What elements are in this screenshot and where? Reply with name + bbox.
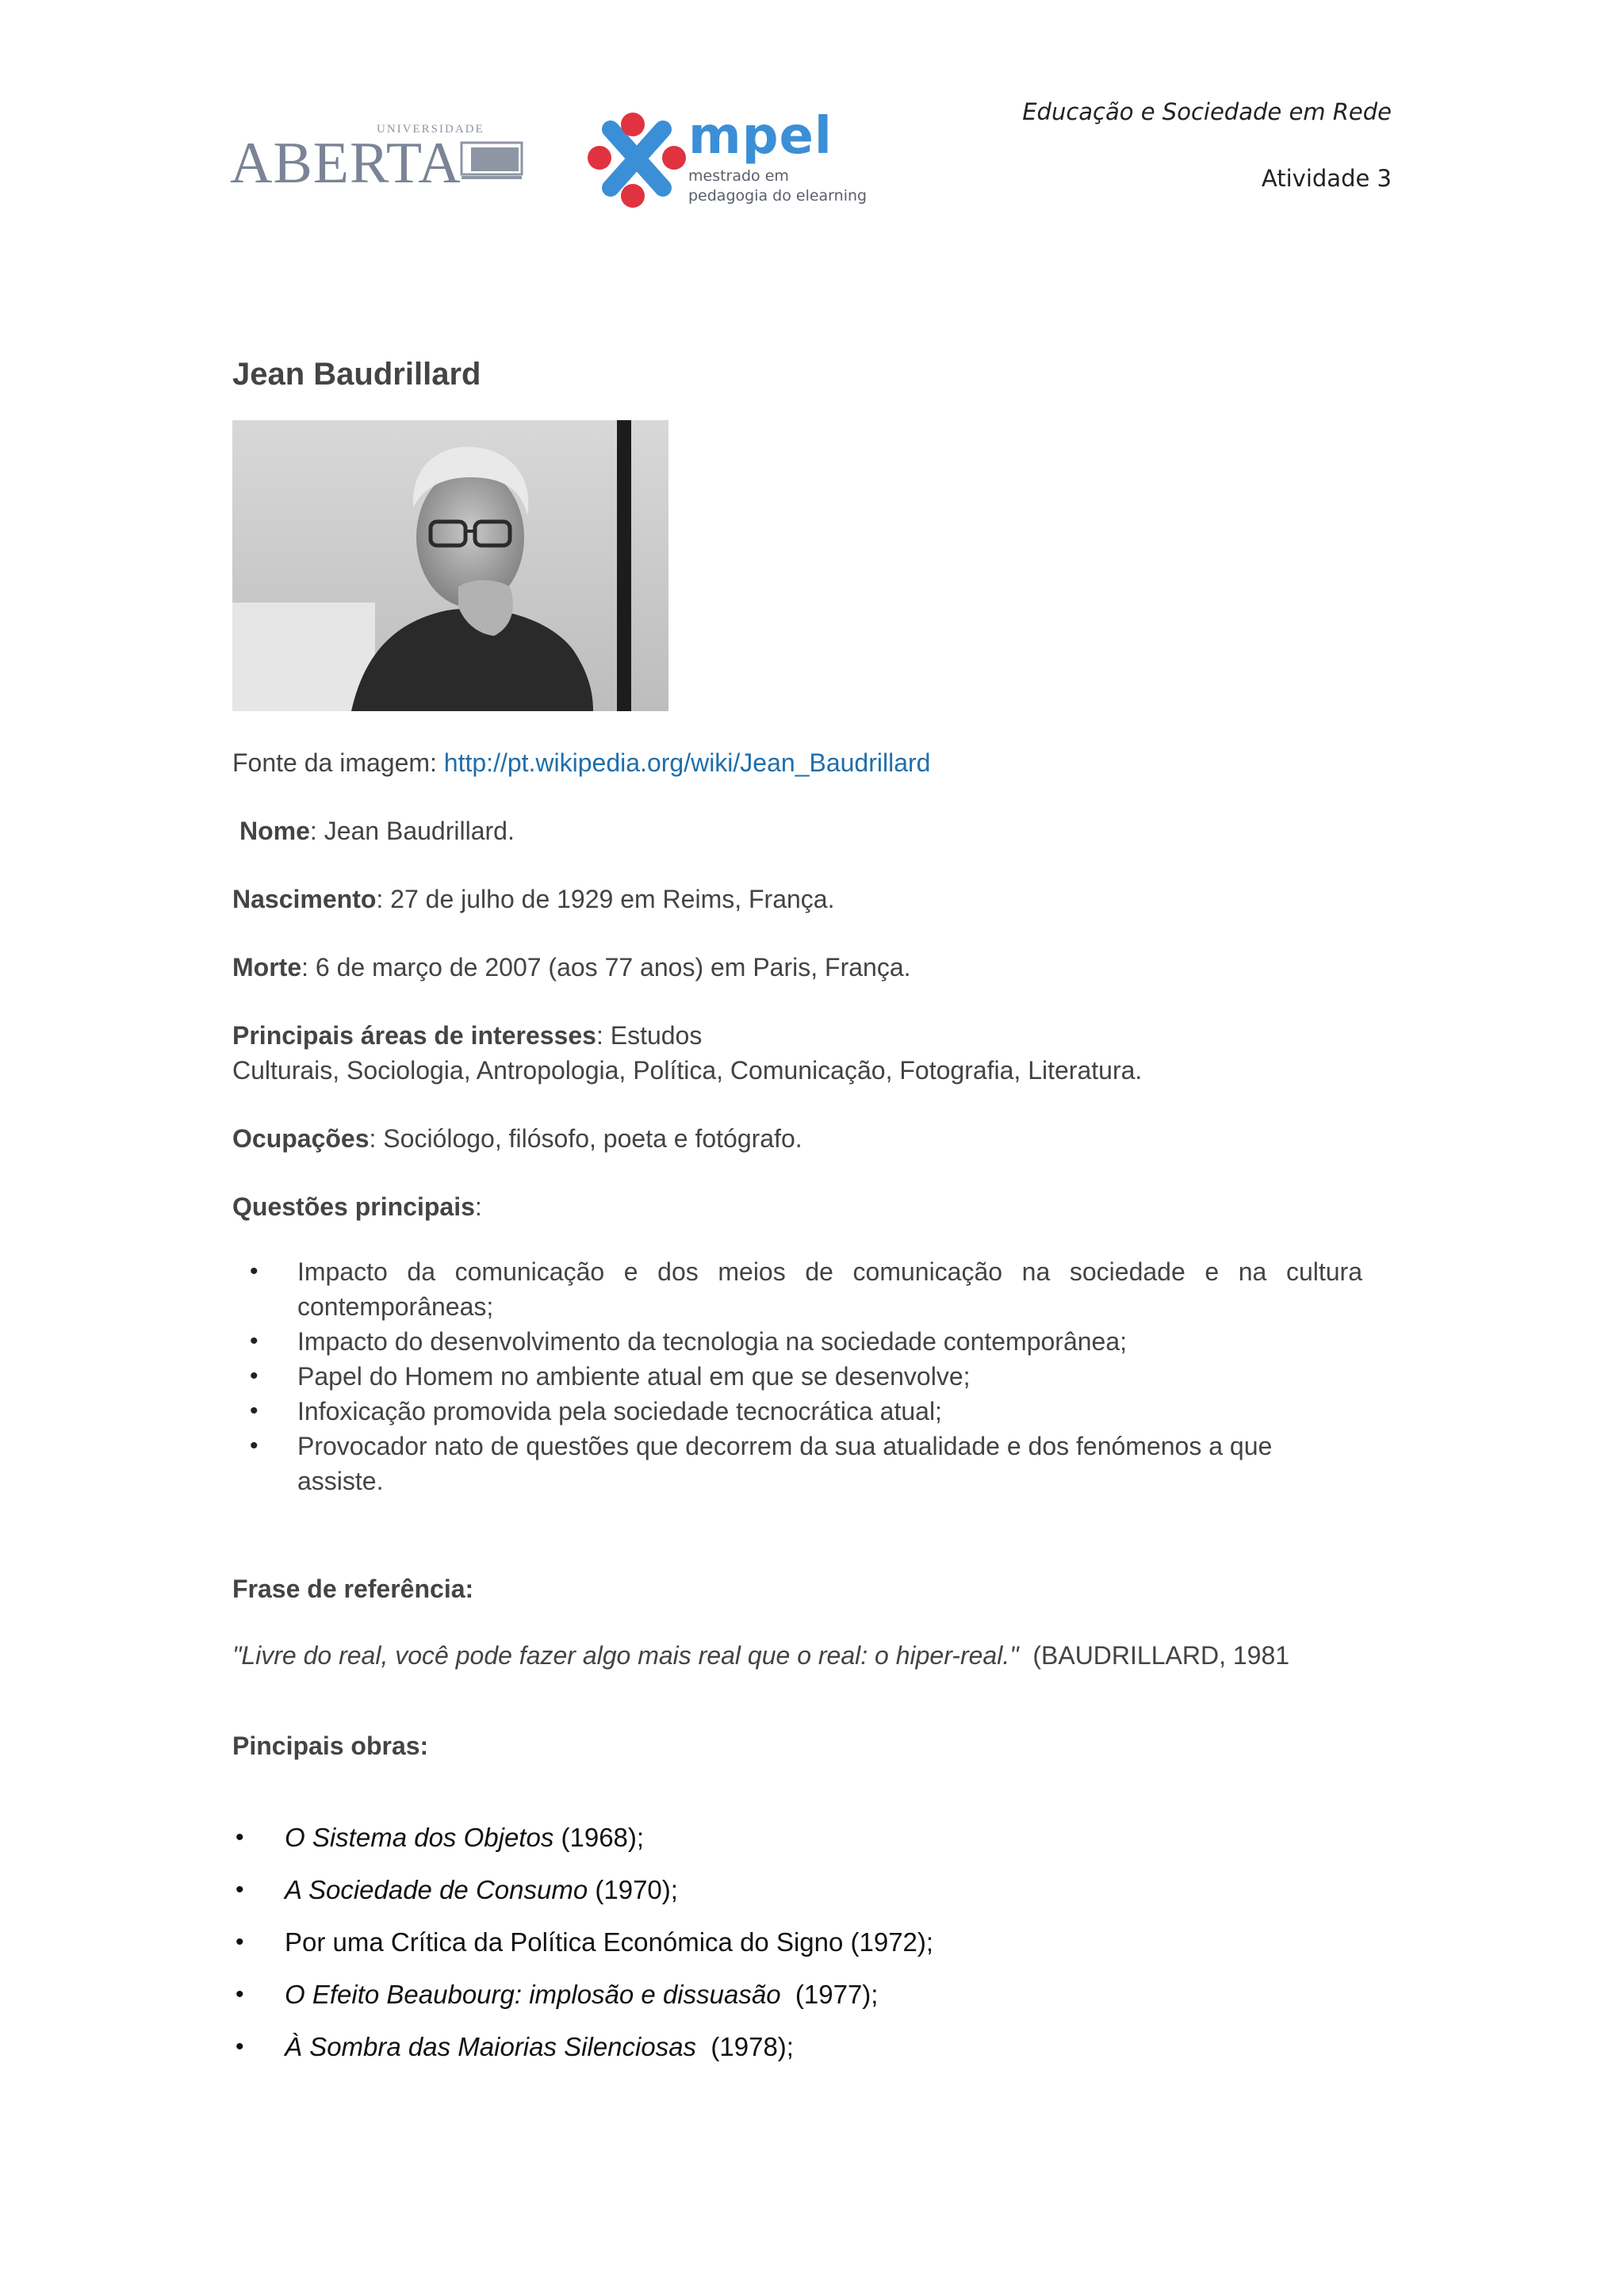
quote-citation: (BAUDRILLARD, 1981 [1018, 1641, 1290, 1670]
mpel-subtitle-line1: mestrado em [688, 167, 789, 185]
field-nome [239, 813, 515, 848]
ocupacoes-value: : Sociólogo, filósofo, poeta e fotógrafo. [369, 1124, 802, 1153]
work-item [232, 1916, 933, 1969]
works-list [232, 1812, 933, 2073]
activity-label: Atividade 3 [1261, 165, 1392, 192]
work-item [232, 2021, 933, 2073]
course-title: Educação e Sociedade em Rede [1022, 98, 1392, 125]
quote-label-text: Frase de referência: [232, 1575, 474, 1603]
list-item: • Impacto do desenvolvimento da tecnologia na sociedade contemporânea; [232, 1324, 1362, 1359]
aberta-wordmark: ABERTA [230, 131, 462, 196]
universidade-aberta-logo [230, 119, 531, 198]
field-areas [232, 1018, 1142, 1088]
work-year: (1968); [553, 1823, 645, 1852]
work-title: Por uma Crítica da Política Económica do Signo [285, 1927, 844, 1957]
work-title: O Efeito Beaubourg: implosão e dissuasão [285, 1980, 781, 2009]
morte-value: : 6 de março de 2007 (aos 77 anos) em Paris, França. [301, 953, 911, 982]
image-source [232, 745, 930, 780]
portrait-photo [232, 420, 668, 711]
areas-label: Principais áreas de interesses [232, 1021, 596, 1050]
work-year: (1977); [780, 1980, 879, 2009]
work-item [232, 1864, 933, 1916]
page-title: Jean Baudrillard [232, 357, 481, 392]
work-title: O Sistema dos Objetos [285, 1823, 554, 1852]
questoes-label: Questões principais [232, 1192, 475, 1221]
list-item: • Papel do Homem no ambiente atual em que se desenvolve; [232, 1359, 1362, 1394]
field-morte [232, 950, 911, 985]
questions-list [232, 1254, 1362, 1498]
work-item [232, 1969, 933, 2021]
field-nascimento [232, 882, 834, 916]
work-title: A Sociedade de Consumo [285, 1875, 588, 1904]
ocupacoes-label: Ocupações [232, 1124, 370, 1153]
list-item: • Infoxicação promovida pela sociedade tecnocrática atual; [232, 1394, 1362, 1429]
areas-value-1: : Estudos [596, 1021, 703, 1050]
image-source-link[interactable]: http://pt.wikipedia.org/wiki/Jean_Baudrillard [443, 748, 931, 777]
list-item: • Provocador nato de questões que decorrem da sua atualidade e dos fenómenos a que assiste. [232, 1429, 1362, 1498]
work-year: (1972); [843, 1927, 934, 1957]
mpel-subtitle-line2: pedagogia do elearning [688, 187, 868, 205]
works-label [232, 1728, 428, 1763]
field-questoes [232, 1189, 482, 1224]
quote-label [232, 1571, 473, 1606]
field-ocupacoes [232, 1121, 802, 1156]
list-item: • Impacto da comunicação e dos meios de comunicação na sociedade e na cultura contemporâneas; [232, 1254, 1362, 1324]
work-item [232, 1812, 933, 1864]
mpel-logo [587, 107, 904, 210]
quote [232, 1638, 1289, 1673]
morte-label: Morte [232, 953, 302, 982]
areas-value-2: Culturais, Sociologia, Antropologia, Política, Comunicação, Fotografia, Literatura. [232, 1056, 1143, 1085]
questoes-colon: : [474, 1192, 482, 1221]
mpel-wordmark: mpel [688, 107, 833, 166]
mpel-figure-icon [587, 109, 687, 209]
nome-label: Nome [239, 817, 310, 845]
work-title: À Sombra das Maiorias Silenciosas [285, 2032, 697, 2061]
work-year: (1970); [588, 1875, 678, 1904]
nascimento-label: Nascimento [232, 885, 377, 913]
nome-value: : Jean Baudrillard. [309, 817, 515, 845]
monitor-icon [460, 141, 523, 181]
aberta-small-text: UNIVERSIDADE [377, 123, 485, 136]
image-source-label: Fonte da imagem: [232, 748, 444, 777]
work-year: (1978); [696, 2032, 794, 2061]
quote-text: "Livre do real, você pode fazer algo mais real que o real: o hiper-real." [232, 1641, 1019, 1670]
works-label-text: Pincipais obras: [232, 1732, 429, 1760]
nascimento-value: : 27 de julho de 1929 em Reims, França. [376, 885, 835, 913]
